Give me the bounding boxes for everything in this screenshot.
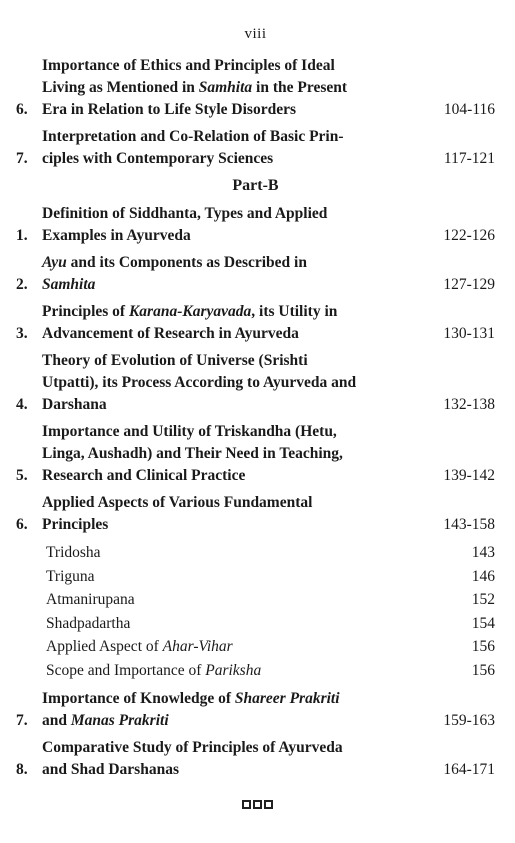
toc-subentries [16, 541, 495, 682]
toc-entry [16, 301, 495, 345]
entry-title-line: Era in Relation to Life Style Disorders [42, 101, 297, 118]
entry-pages: 130-131 [443, 325, 495, 342]
entry-title-line: Definition of Siddhanta, Types and Applied [42, 205, 328, 222]
page-number: viii [244, 26, 267, 42]
square-ornament-icon [264, 800, 273, 809]
entry-title-line: Principles of Karana-Karyavada, its Utility in [42, 303, 338, 320]
entry-title [42, 492, 424, 536]
entry-pages: 132-138 [443, 396, 495, 413]
toc-entry [16, 252, 495, 296]
entry-title-line: Importance of Ethics and Principles of Ideal [42, 57, 335, 74]
entry-pages: 127-129 [443, 276, 495, 293]
entry-title-line: Importance and Utility of Triskandha (Hetu, [42, 423, 337, 440]
entry-number: 3. [16, 325, 28, 342]
toc-entry [16, 350, 495, 416]
subentry-page: 156 [471, 638, 495, 655]
entry-title-line: and Manas Prakriti [42, 712, 169, 729]
subentry-page: 143 [471, 544, 495, 561]
entry-number: 6. [16, 101, 28, 118]
entry-title-line: Ayu and its Components as Described in [42, 254, 307, 271]
subentry-page: 146 [471, 567, 495, 585]
toc-subentry [46, 565, 495, 589]
toc-entry [16, 688, 495, 732]
entry-title-line: Research and Clinical Practice [42, 467, 246, 484]
entry-title [42, 421, 424, 487]
entry-title [42, 252, 424, 296]
entry-number: 8. [16, 761, 28, 778]
toc-entry [16, 421, 495, 487]
toc-subentry [46, 588, 495, 612]
entry-title [42, 350, 424, 416]
entry-title-line: Samhita [42, 276, 96, 293]
entry-title-line: Theory of Evolution of Universe (Srishti [42, 352, 308, 369]
entry-title-line: Examples in Ayurveda [42, 227, 191, 244]
toc-entry [16, 203, 495, 247]
entry-title-line: Advancement of Research in Ayurveda [42, 325, 299, 342]
subentry-page: 152 [471, 591, 495, 608]
subentry-title: Triguna [46, 567, 95, 585]
toc-group-part-b-cont [16, 688, 495, 781]
entry-number: 1. [16, 227, 28, 244]
entry-number: 5. [16, 467, 28, 484]
toc-subentry [46, 635, 495, 659]
entry-title-line: Utpatti), its Process According to Ayurveda and [42, 374, 357, 391]
subentry-title: Shadpadartha [46, 614, 131, 632]
entry-title [42, 301, 424, 345]
entry-pages: 139-142 [443, 467, 495, 484]
entry-number: 6. [16, 516, 28, 533]
end-ornament [0, 800, 515, 809]
entry-title-line: Linga, Aushadh) and Their Need in Teaching, [42, 445, 343, 462]
entry-pages: 117-121 [443, 150, 495, 167]
entry-title [42, 203, 424, 247]
entry-title-line: Interpretation and Co-Relation of Basic Prin- [42, 128, 344, 145]
entry-title [42, 737, 424, 781]
entry-title-line: Principles [42, 516, 109, 533]
toc-subentry [46, 541, 495, 565]
entry-title-line: Comparative Study of Principles of Ayurveda [42, 739, 343, 756]
entry-title-line: ciples with Contemporary Sciences [42, 150, 274, 167]
entry-title-line: Living as Mentioned in Samhita in the Present [42, 79, 348, 96]
entry-pages: 159-163 [443, 712, 495, 729]
entry-number: 2. [16, 276, 28, 293]
entry-pages: 104-116 [443, 101, 495, 118]
subentry-page: 154 [471, 614, 495, 632]
toc-entry [16, 126, 495, 170]
subentry-title: Tridosha [46, 544, 101, 561]
subentry-title: Applied Aspect of Ahar-Vihar [46, 638, 233, 655]
entry-number: 4. [16, 396, 28, 413]
entry-number: 7. [16, 150, 28, 167]
entry-title-line: and Shad Darshanas [42, 761, 179, 778]
square-ornament-icon [253, 800, 262, 809]
part-heading: Part-B [232, 177, 279, 194]
entry-title-line: Importance of Knowledge of Shareer Prakriti [42, 690, 340, 707]
entry-title-line: Darshana [42, 396, 107, 413]
entry-title [42, 55, 424, 121]
entry-number: 7. [16, 712, 28, 729]
subentry-title: Atmanirupana [46, 591, 135, 608]
entry-pages: 143-158 [443, 516, 495, 533]
subentry-title: Scope and Importance of Pariksha [46, 661, 262, 679]
entry-title-line: Applied Aspects of Various Fundamental [42, 494, 313, 511]
toc-entry [16, 492, 495, 536]
entry-title [42, 688, 424, 732]
entry-pages: 122-126 [443, 227, 495, 244]
toc-group-part-b [16, 203, 495, 536]
toc-subentry [46, 612, 495, 636]
table-of-contents [16, 55, 495, 781]
toc-subentry [46, 659, 495, 683]
entry-title [42, 126, 424, 170]
entry-pages: 164-171 [443, 761, 495, 778]
toc-entry [16, 55, 495, 121]
square-ornament-icon [242, 800, 251, 809]
subentry-page: 156 [471, 661, 495, 679]
toc-group-part-a [16, 55, 495, 170]
toc-entry [16, 737, 495, 781]
